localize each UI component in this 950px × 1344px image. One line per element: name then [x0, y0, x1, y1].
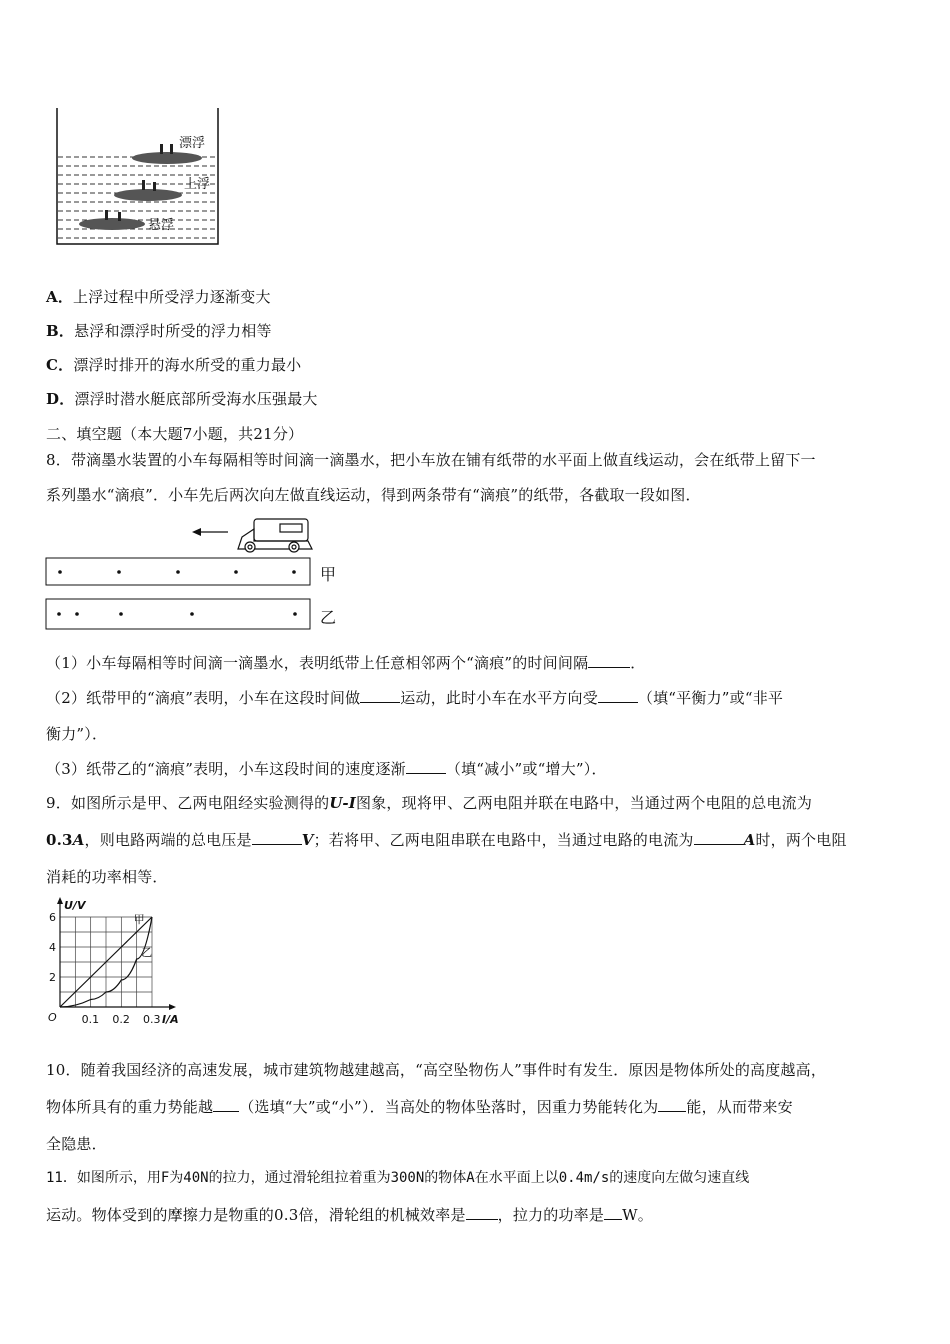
- tape-yi: [46, 599, 310, 629]
- tape-yi-label: 乙: [320, 608, 337, 627]
- tape-jia-label: 甲: [320, 565, 337, 584]
- y-tick-label: 4: [49, 941, 56, 954]
- answer-blank: [252, 830, 302, 845]
- q8-line1: 8．带滴墨水装置的小车每隔相等时间滴一滴墨水，把小车放在铺有纸带的水平面上做直线运动，会在纸带上留下一: [46, 451, 816, 469]
- option-a: A．上浮过程中所受浮力逐渐变大: [46, 288, 271, 306]
- q11-line1: 11．如图所示，用F为40N的拉力，通过滑轮组拉着重为300N的物体A在水平面上以0.4m/s的速度向左做匀速直线: [46, 1170, 750, 1186]
- answer-blank: [213, 1097, 239, 1112]
- answer-blank: [658, 1097, 686, 1112]
- label-rising: 上浮: [184, 177, 211, 192]
- answer-blank: [694, 830, 744, 845]
- tape-figure: [44, 515, 344, 635]
- label-floating: 漂浮: [179, 136, 206, 151]
- q8-sub3: （3）纸带乙的“滴痕”表明，小车这段时间的速度逐渐 （填“减小”或“增大”）．: [46, 760, 607, 778]
- x-tick-label: 0.3: [143, 1013, 161, 1026]
- option-c: C．漂浮时排开的海水所受的重力最小: [46, 356, 302, 374]
- y-axis-arrow: [57, 897, 63, 904]
- y-axis-label: U/V: [64, 899, 86, 912]
- q8-sub2: （2）纸带甲的“滴痕”表明，小车在这段时间做 运动，此时小车在水平方向受 （填“平衡力”或“非平: [46, 689, 784, 707]
- label-suspended: 悬浮: [148, 218, 175, 233]
- q9-line2: 0.3A，则电路两端的总电压是 V；若将甲、乙两电阻串联在电路中，当通过电路的电流为 A时，两个电阻: [46, 831, 847, 849]
- q11-line2: 运动。物体受到的摩擦力是物重的0.3倍，滑轮组的机械效率是 ，拉力的功率是 W。: [46, 1206, 653, 1224]
- x-tick-label: 0.1: [81, 1013, 100, 1026]
- x-tick-label: 0.2: [112, 1013, 130, 1026]
- section-title: 二、填空题（本大题7小题，共21分）: [46, 425, 304, 443]
- y-tick-label: 6: [49, 911, 56, 924]
- answer-blank: [406, 759, 446, 774]
- option-b: B．悬浮和漂浮时所受的浮力相等: [46, 322, 272, 340]
- series-label-yi: 乙: [141, 946, 153, 959]
- tape-jia-dots: [58, 570, 296, 574]
- q9-line3: 消耗的功率相等．: [46, 868, 168, 886]
- y-tick-label: 2: [49, 971, 56, 984]
- submarine-suspended: [79, 210, 145, 230]
- submarine-figure: [50, 100, 230, 250]
- answer-blank: [598, 688, 638, 703]
- car-icon: [238, 519, 312, 552]
- option-d: D．漂浮时潜水艇底部所受海水压强最大: [46, 390, 318, 408]
- answer-blank: [360, 688, 400, 703]
- answer-blank: [466, 1205, 498, 1220]
- q9-line1: 9．如图所示是甲、乙两电阻经实验测得的U-I图象，现将甲、乙两电阻并联在电路中，当通过两个电阻的总电流为: [46, 794, 813, 812]
- q8-sub2-line2: 衡力”）．: [46, 725, 108, 743]
- answer-blank: [604, 1205, 622, 1220]
- ui-chart: [40, 895, 200, 1035]
- q8-sub1: （1）小车每隔相等时间滴一滴墨水，表明纸带上任意相邻两个“滴痕”的时间间隔 ．: [46, 654, 646, 672]
- answer-blank: [588, 653, 630, 668]
- left-arrow-icon: [192, 528, 228, 536]
- series-label-jia: 甲: [133, 913, 145, 926]
- q10-line3: 全隐患．: [46, 1135, 107, 1153]
- x-axis-label: I/A: [162, 1013, 179, 1026]
- x-axis-arrow: [169, 1004, 176, 1010]
- origin-label: O: [48, 1011, 57, 1024]
- tape-yi-dots: [57, 612, 297, 616]
- submarine-rising: [114, 180, 182, 201]
- q10-line2: 物体所具有的重力势能越 （选填“大”或“小”）．当高处的物体坠落时，因重力势能转化为 能，从而带来安: [46, 1098, 793, 1116]
- q10-line1: 10．随着我国经济的高速发展，城市建筑物越建越高，“高空坠物伤人”事件时有发生．原因是物体所处的高度越高，: [46, 1061, 827, 1079]
- q8-line2: 系列墨水“滴痕”．小车先后两次向左做直线运动，得到两条带有“滴痕”的纸带，各截取一段如图．: [46, 486, 701, 504]
